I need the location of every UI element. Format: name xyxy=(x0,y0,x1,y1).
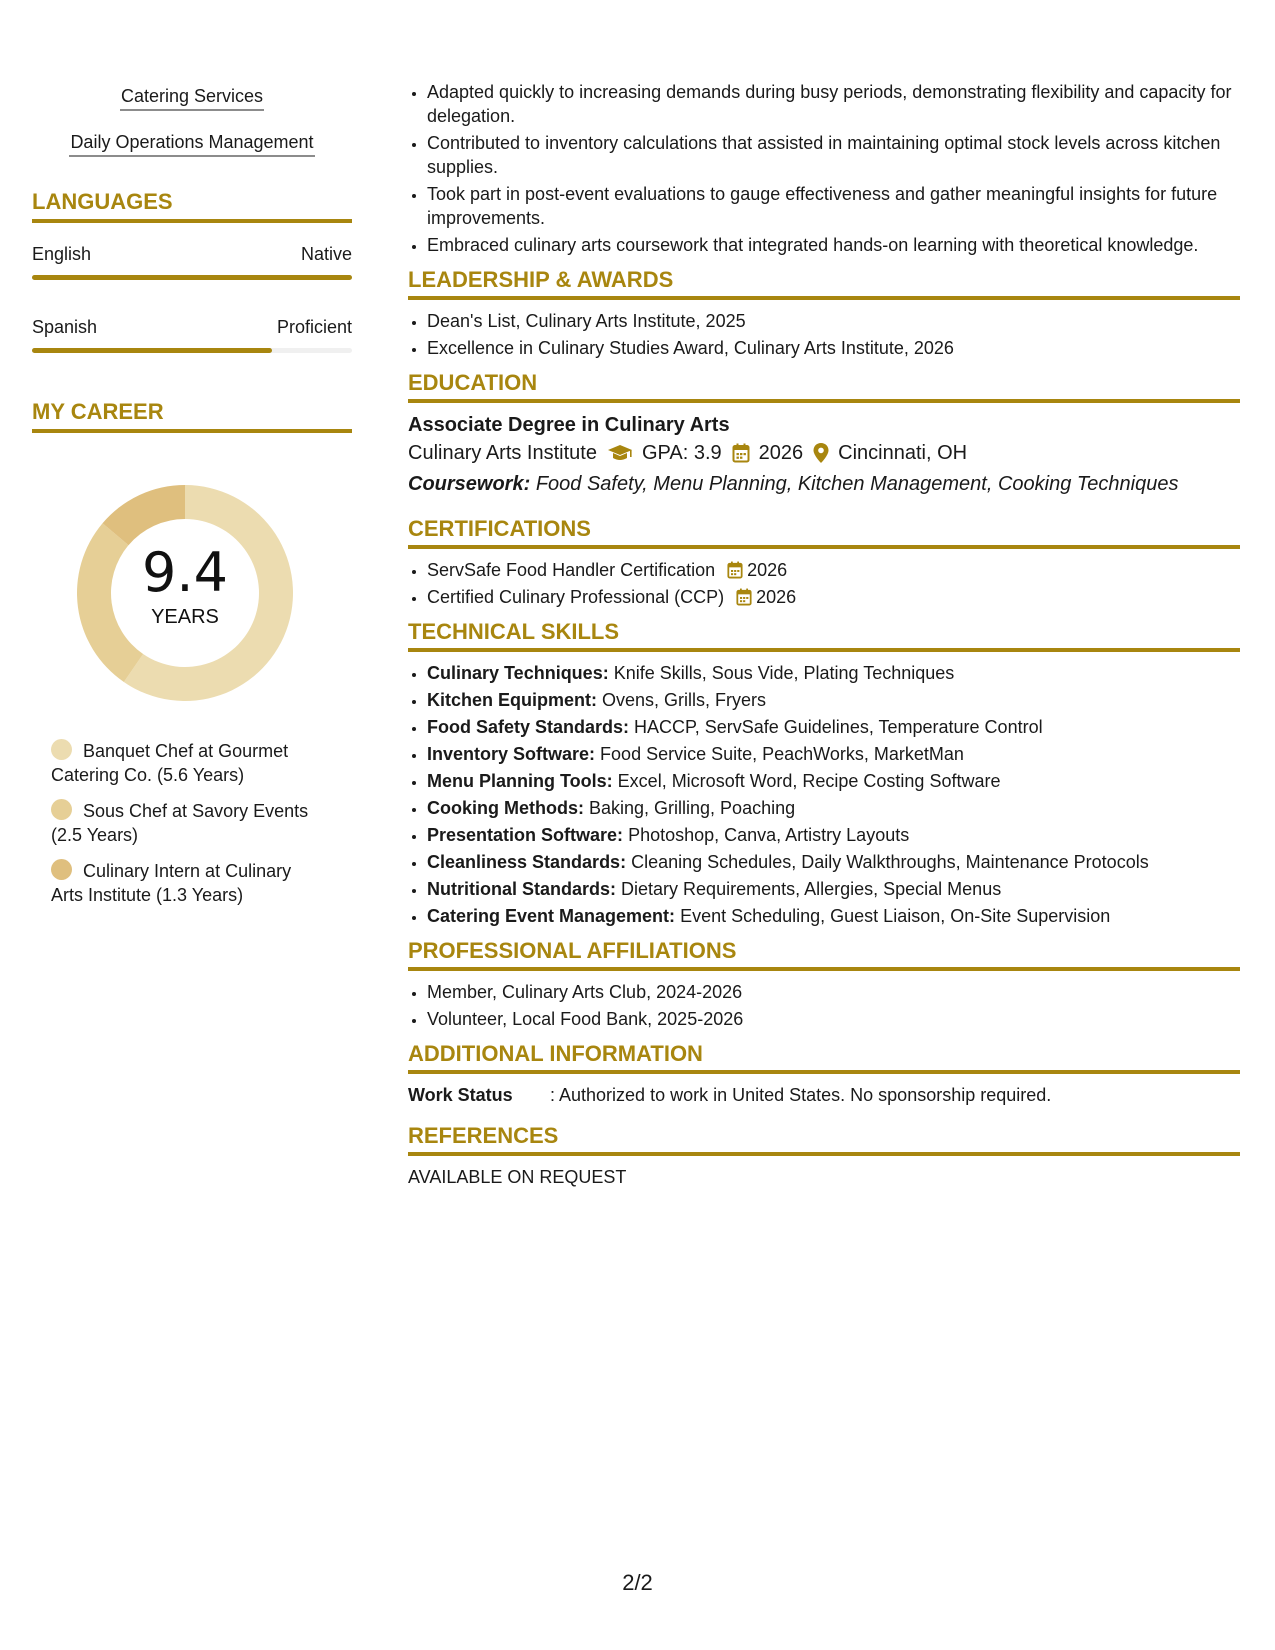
career-legend-item xyxy=(51,799,321,847)
career-total-years: 9.4 xyxy=(142,541,228,604)
school-location: Cincinnati, OH xyxy=(838,442,968,464)
languages-heading: LANGUAGES xyxy=(32,189,352,223)
skill-value: HACCP, ServSafe Guidelines, Temperature Control xyxy=(634,717,1043,737)
list-item xyxy=(427,769,1240,793)
skill-label: Nutritional Standards: xyxy=(427,879,617,899)
skill-label: Cleanliness Standards: xyxy=(427,852,627,872)
experience-bullets xyxy=(408,80,1240,257)
languages-list xyxy=(32,243,352,353)
list-item xyxy=(427,823,1240,847)
career-legend xyxy=(32,739,352,907)
skill-label: Kitchen Equipment: xyxy=(427,690,597,710)
skill-value: Knife Skills, Sous Vide, Plating Techniques xyxy=(613,663,955,683)
skill-value: Excel, Microsoft Word, Recipe Costing Software xyxy=(617,771,1001,791)
career-legend-label: Sous Chef at Savory Events (2.5 Years) xyxy=(51,801,309,845)
career-legend-item xyxy=(51,859,321,907)
graduation-cap-icon xyxy=(607,444,633,462)
additional-info-section xyxy=(408,1041,1240,1107)
work-status-row xyxy=(408,1083,1240,1107)
map-pin-icon xyxy=(813,443,829,463)
list-item xyxy=(427,796,1240,820)
skill-value: Ovens, Grills, Fryers xyxy=(602,690,767,710)
skill-tag: Catering Services xyxy=(120,84,264,111)
references-text: AVAILABLE ON REQUEST xyxy=(408,1167,627,1187)
list-item: • Excellence in Culinary Studies Award, Culinary Arts Institute, 2026 xyxy=(427,336,1240,360)
work-status-label: Work Status xyxy=(408,1085,513,1105)
list-item xyxy=(427,877,1240,901)
skill-label: Culinary Techniques: xyxy=(427,663,609,683)
donut-slice xyxy=(77,523,143,682)
career-legend-item xyxy=(51,739,321,787)
section-heading: REFERENCES xyxy=(408,1123,1240,1156)
coursework xyxy=(408,468,1240,500)
section-heading: EDUCATION xyxy=(408,370,1240,403)
skill-label: Food Safety Standards: xyxy=(427,717,630,737)
language-bar-fill xyxy=(32,348,272,353)
certification-name: • Certified Culinary Professional (CCP) xyxy=(427,587,725,607)
certification-name: • ServSafe Food Handler Certification xyxy=(427,560,716,580)
education-meta xyxy=(408,438,1240,468)
leadership-section xyxy=(408,267,1240,360)
list-item: • Contributed to inventory calculations that assisted in maintaining optimal stock levels across kitchen supplies. xyxy=(427,131,1240,179)
affiliations-section xyxy=(408,938,1240,1031)
education-section xyxy=(408,370,1240,500)
list-item: • Member, Culinary Arts Club, 2024-2026 xyxy=(427,980,1240,1004)
skill-label: Inventory Software: xyxy=(427,744,596,764)
gpa: GPA: 3.9 xyxy=(641,442,722,464)
main-content xyxy=(408,80,1240,1189)
graduation-year: 2026 xyxy=(758,442,804,464)
career-donut-svg xyxy=(65,473,305,713)
list-item xyxy=(427,585,1240,609)
skill-label: Menu Planning Tools: xyxy=(427,771,613,791)
skills-list xyxy=(408,661,1240,928)
language-item xyxy=(32,316,352,353)
skill-label: Catering Event Management: xyxy=(427,906,676,926)
section-heading: TECHNICAL SKILLS xyxy=(408,619,1240,652)
skill-value: Food Service Suite, PeachWorks, MarketMan xyxy=(600,744,964,764)
career-donut-chart xyxy=(32,473,352,713)
language-bar xyxy=(32,348,352,353)
certification-year: 2026 xyxy=(747,560,788,580)
language-name: Spanish xyxy=(32,317,98,337)
list-item: • Dean's List, Culinary Arts Institute, 2025 xyxy=(427,309,1240,333)
coursework-list: Food Safety, Menu Planning, Kitchen Management, Cooking Techniques xyxy=(535,473,1179,495)
language-bar-fill xyxy=(32,275,352,280)
calendar-icon xyxy=(727,561,743,579)
list-item xyxy=(427,688,1240,712)
section-heading: PROFESSIONAL AFFILIATIONS xyxy=(408,938,1240,971)
language-bar xyxy=(32,275,352,280)
list-item: • Embraced culinary arts coursework that integrated hands-on learning with theoretical knowledge. xyxy=(427,233,1240,257)
language-level: Native xyxy=(300,244,352,264)
school-name: Culinary Arts Institute xyxy=(408,442,597,464)
list-item xyxy=(427,850,1240,874)
list-item xyxy=(427,715,1240,739)
certifications-section xyxy=(408,516,1240,609)
skill-value: Baking, Grilling, Poaching xyxy=(589,798,796,818)
legend-dot xyxy=(51,859,72,880)
skill-tag-item xyxy=(32,84,352,111)
section-heading: LEADERSHIP & AWARDS xyxy=(408,267,1240,300)
career-heading: MY CAREER xyxy=(32,399,352,433)
skill-value: Dietary Requirements, Allergies, Special Menus xyxy=(621,879,1002,899)
page-number: 2/2 xyxy=(622,1570,653,1595)
skill-label: Cooking Methods: xyxy=(427,798,584,818)
degree-title: Associate Degree in Culinary Arts xyxy=(408,414,730,436)
calendar-icon xyxy=(732,443,750,463)
career-legend-label: Culinary Intern at Culinary Arts Institute (1.3 Years) xyxy=(51,861,292,905)
section-heading: ADDITIONAL INFORMATION xyxy=(408,1041,1240,1074)
list-item: • Adapted quickly to increasing demands during busy periods, demonstrating flexibility and capacity for delegation. xyxy=(427,80,1240,128)
career-legend-label: Banquet Chef at Gourmet Catering Co. (5.6 Years) xyxy=(51,741,289,785)
coursework-label: Coursework: xyxy=(408,473,531,495)
career-years-unit: YEARS xyxy=(151,606,219,628)
skill-value: Photoshop, Canva, Artistry Layouts xyxy=(628,825,910,845)
list-item xyxy=(427,904,1240,928)
skill-tag-item xyxy=(32,130,352,157)
skill-tag: Daily Operations Management xyxy=(69,130,314,157)
list-item: • Took part in post-event evaluations to gauge effectiveness and gather meaningful insights for future improvements. xyxy=(427,182,1240,230)
references-section xyxy=(408,1123,1240,1189)
legend-dot xyxy=(51,799,72,820)
section-heading: CERTIFICATIONS xyxy=(408,516,1240,549)
technical-skills-section xyxy=(408,619,1240,928)
sidebar xyxy=(32,84,352,919)
language-level: Proficient xyxy=(276,317,352,337)
work-status-value: : Authorized to work in United States. No sponsorship required. xyxy=(550,1085,1052,1105)
skill-label: Presentation Software: xyxy=(427,825,624,845)
legend-dot xyxy=(51,739,72,760)
list-item: • Volunteer, Local Food Bank, 2025-2026 xyxy=(427,1007,1240,1031)
skill-value: Event Scheduling, Guest Liaison, On-Site Supervision xyxy=(680,906,1111,926)
skill-value: Cleaning Schedules, Daily Walkthroughs, Maintenance Protocols xyxy=(631,852,1149,872)
list-item xyxy=(427,558,1240,582)
language-name: English xyxy=(32,244,92,264)
list-item xyxy=(427,742,1240,766)
language-item xyxy=(32,243,352,280)
calendar-icon xyxy=(736,588,752,606)
certification-year: 2026 xyxy=(756,587,797,607)
list-item xyxy=(427,661,1240,685)
